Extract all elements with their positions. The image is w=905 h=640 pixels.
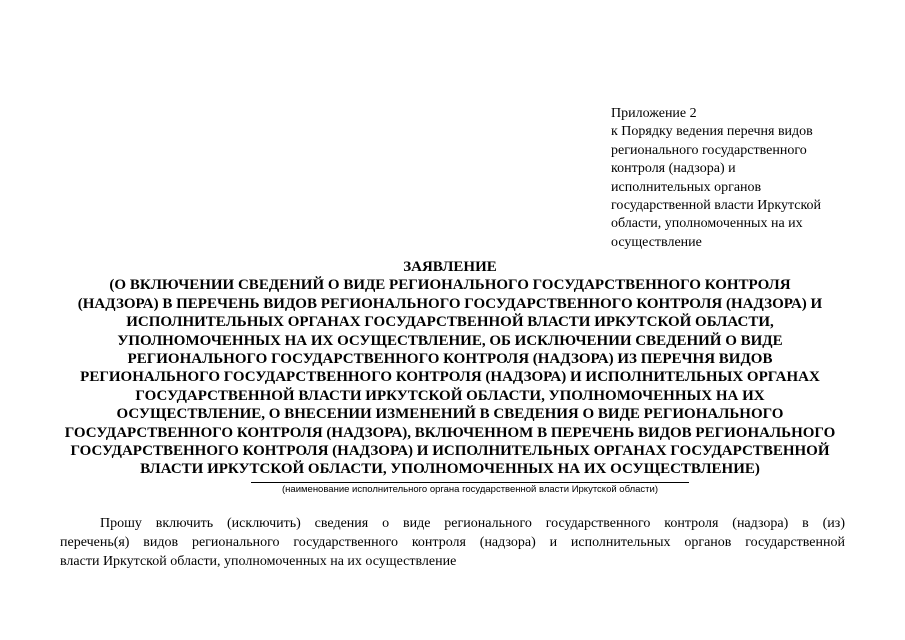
paragraph-line: перечень(я) видов регионального государственного контроля (надзора) и исполнительных органов государственной: [60, 535, 845, 550]
title-line: РЕГИОНАЛЬНОГО ГОСУДАРСТВЕННОГО КОНТРОЛЯ (НАДЗОРА) ИЗ ПЕРЕЧНЯ ВИДОВ: [127, 351, 773, 368]
appendix-line: осуществление: [611, 234, 702, 250]
appendix-line: регионального государственного: [611, 142, 807, 158]
appendix-block: [611, 105, 851, 252]
title-line: ИСПОЛНИТЕЛЬНЫХ ОРГАНАХ ГОСУДАРСТВЕННОЙ ВЛАСТИ ИРКУТСКОЙ ОБЛАСТИ,: [126, 314, 774, 331]
appendix-line: контроля (надзора) и: [611, 161, 736, 177]
title-line: ГОСУДАРСТВЕННОГО КОНТРОЛЯ (НАДЗОРА) И ИСПОЛНИТЕЛЬНЫХ ОРГАНАХ ГОСУДАРСТВЕННОЙ: [70, 443, 830, 460]
title-line: ГОСУДАРСТВЕННОЙ ВЛАСТИ ИРКУТСКОЙ ОБЛАСТИ, УПОЛНОМОЧЕННЫХ НА ИХ: [135, 387, 765, 404]
title-line: (НАДЗОРА) В ПЕРЕЧЕНЬ ВИДОВ РЕГИОНАЛЬНОГО ГОСУДАРСТВЕННОГО КОНТРОЛЯ (НАДЗОРА) И: [77, 295, 823, 312]
org-name-fill-line: [251, 482, 689, 483]
title-line: ВЛАСТИ ИРКУТСКОЙ ОБЛАСТИ, УПОЛНОМОЧЕННЫХ НА ИХ ОСУЩЕСТВЛЕНИЕ): [140, 461, 760, 478]
title-line: (О ВКЛЮЧЕНИИ СВЕДЕНИЙ О ВИДЕ РЕГИОНАЛЬНОГО ГОСУДАРСТВЕННОГО КОНТРОЛЯ: [109, 277, 791, 294]
title-line: УПОЛНОМОЧЕННЫХ НА ИХ ОСУЩЕСТВЛЕНИЕ, ОБ ИСКЛЮЧЕНИИ СВЕДЕНИЙ О ВИДЕ: [117, 332, 783, 349]
title-heading: ЗАЯВЛЕНИЕ: [403, 259, 497, 275]
paragraph-line: власти Иркутской области, уполномоченных на их осуществление: [60, 554, 457, 569]
title-line: ГОСУДАРСТВЕННОГО КОНТРОЛЯ (НАДЗОРА), ВКЛЮЧЕННОМ В ПЕРЕЧЕНЬ ВИДОВ РЕГИОНАЛЬНОГО: [64, 424, 836, 441]
org-name-caption: (наименование исполнительного органа государственной власти Иркутской области): [282, 484, 658, 495]
document-title: [60, 258, 840, 479]
request-paragraph: [60, 514, 845, 571]
title-line: РЕГИОНАЛЬНОГО ГОСУДАРСТВЕННОГО КОНТРОЛЯ (НАДЗОРА) И ИСПОЛНИТЕЛЬНЫХ ОРГАНАХ: [80, 369, 820, 386]
appendix-line: исполнительных органов: [611, 179, 762, 195]
paragraph-line: Прошу включить (исключить) сведения о виде регионального государственного контроля (надзора) в (из): [100, 516, 845, 531]
appendix-line: к Порядку ведения перечня видов: [611, 124, 813, 140]
title-line: ОСУЩЕСТВЛЕНИЕ, О ВНЕСЕНИИ ИЗМЕНЕНИЙ В СВЕДЕНИЯ О ВИДЕ РЕГИОНАЛЬНОГО: [116, 406, 784, 423]
appendix-line: Приложение 2: [611, 106, 697, 121]
appendix-line: области, уполномоченных на их: [611, 216, 803, 232]
appendix-line: государственной власти Иркутской: [611, 198, 822, 214]
